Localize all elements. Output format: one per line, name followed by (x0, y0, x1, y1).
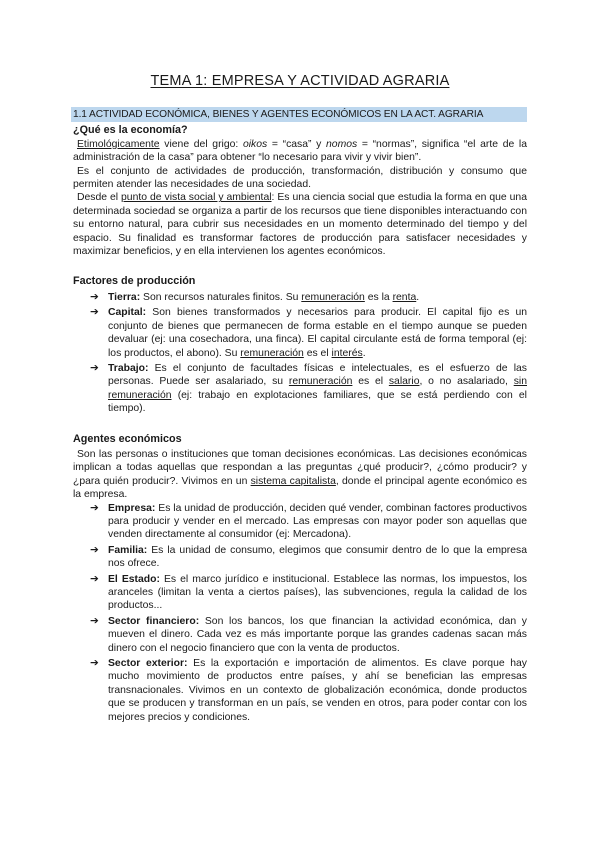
agents-heading: Agentes económicos (73, 432, 182, 445)
agents-intro-paragraph: Son las personas o instituciones que toman decisiones económicas. Las decisiones económicas implican a todas aquellas que respondan a las preguntas ¿qué producir?, ¿cómo producir? y ¿para quién producir?. Vivimos en un sistema capitalista, donde el principal agente económico es la empresa. (73, 448, 527, 501)
agent-sector-exterior: ➔ Sector exterior: Es la exportación e importación de alimentos. Es clave porque hay mucho movimiento de productos entre países, y ahí se benefician las empresas transnacionales. Vivimos en un contexto de globalización económica, donde productos que se producen y transforman en un país, se venden en otros, para poder contar con los mejores precios y condiciones. (90, 657, 528, 723)
economy-definition-paragraph: Es el conjunto de actividades de producción, transformación, distribución y consumo que permiten atender las necesidades de una sociedad. (73, 165, 527, 191)
document-title: TEMA 1: EMPRESA Y ACTIVIDAD AGRARIA (150, 73, 450, 89)
agent-familia: ➔ Familia: Es la unidad de consumo, elegimos que consumir dentro de lo que la empresa nos ofrece. (90, 543, 527, 570)
factor-capital: ➔ Capital: Son bienes transformados y necesarios para producir. El capital fijo es un conjunto de bienes que permanecen de forma estable en el tiempo aunque se pueden devaluar (ej: una cosechadora, una finca). El capital circulante está de forma temporal (ej: los productos, el abono). Su remuneración es el interés. (90, 306, 527, 359)
factors-list (73, 291, 527, 416)
section-heading: 1.1 ACTIVIDAD ECONÓMICA, BIENES Y AGENTES ECONÓMICOS EN LA ACT. AGRARIA (71, 107, 527, 122)
arrow-right-icon: ➔ (90, 290, 99, 303)
factor-trabajo: ➔ Trabajo: Es el conjunto de facultades físicas e intelectuales, es el esfuerzo de las personas. Puede ser asalariado, su remuneración es el salario, o no asalariado, sin remuneración (ej: trabajo en explotaciones familiares, que se está perdiendo con el tiempo). (90, 361, 527, 415)
document-body (73, 107, 527, 726)
agent-empresa: ➔ Empresa: Es la unidad de producción, deciden qué vender, combinan factores productivos para producir y vender en el mercado. Las empresas con mayor poder son aquellas que venden directamente al consumidor (ej: Mercadona). (90, 501, 527, 541)
agent-estado: ➔ El Estado: Es el marco jurídico e institucional. Establece las normas, los impuestos, los aranceles (limitan la venta a ciertos países), las subvenciones, regula la calidad de los productos... (90, 572, 528, 612)
agents-list (73, 502, 527, 725)
factor-tierra: ➔ Tierra: Son recursos naturales finitos. Su remuneración es la renta. (90, 290, 420, 303)
economy-etymology-paragraph: Etimológicamente viene del grigo: oikos = “casa” y nomos = “normas”, significa “el arte de la administración de la casa” para obtener “lo necesario para vivir y vivir bien”. (73, 138, 528, 164)
arrow-right-icon: ➔ (90, 361, 99, 374)
arrow-right-icon: ➔ (90, 614, 99, 627)
arrow-right-icon: ➔ (90, 306, 99, 319)
arrow-right-icon: ➔ (90, 572, 99, 585)
factors-heading: Factores de producción (73, 275, 196, 288)
arrow-right-icon: ➔ (90, 543, 99, 556)
economy-social-paragraph: Desde el punto de vista social y ambiental: Es una ciencia social que estudia la forma en que una determinada sociedad se organiza a partir de los recursos que tiene disponibles interactuando con su entorno natural, para cubrir sus necesidades en un momento determinado del tiempo y del espacio. Su finalidad es transformar factores de producción para satisfacer necesidades y maximizar beneficios, y en ella intervienen los agentes económicos. (73, 192, 527, 258)
arrow-right-icon: ➔ (90, 501, 99, 514)
arrow-right-icon: ➔ (90, 657, 99, 670)
agent-sector-financiero: ➔ Sector financiero: Son los bancos, los que financian la actividad económica, dan y mueven el dinero. Cada vez es más importante porque las grandes cadenas sacan más dinero con el negocio financiero que con la venta de productos. (90, 614, 527, 654)
economy-question: ¿Qué es la economía? (73, 124, 188, 137)
